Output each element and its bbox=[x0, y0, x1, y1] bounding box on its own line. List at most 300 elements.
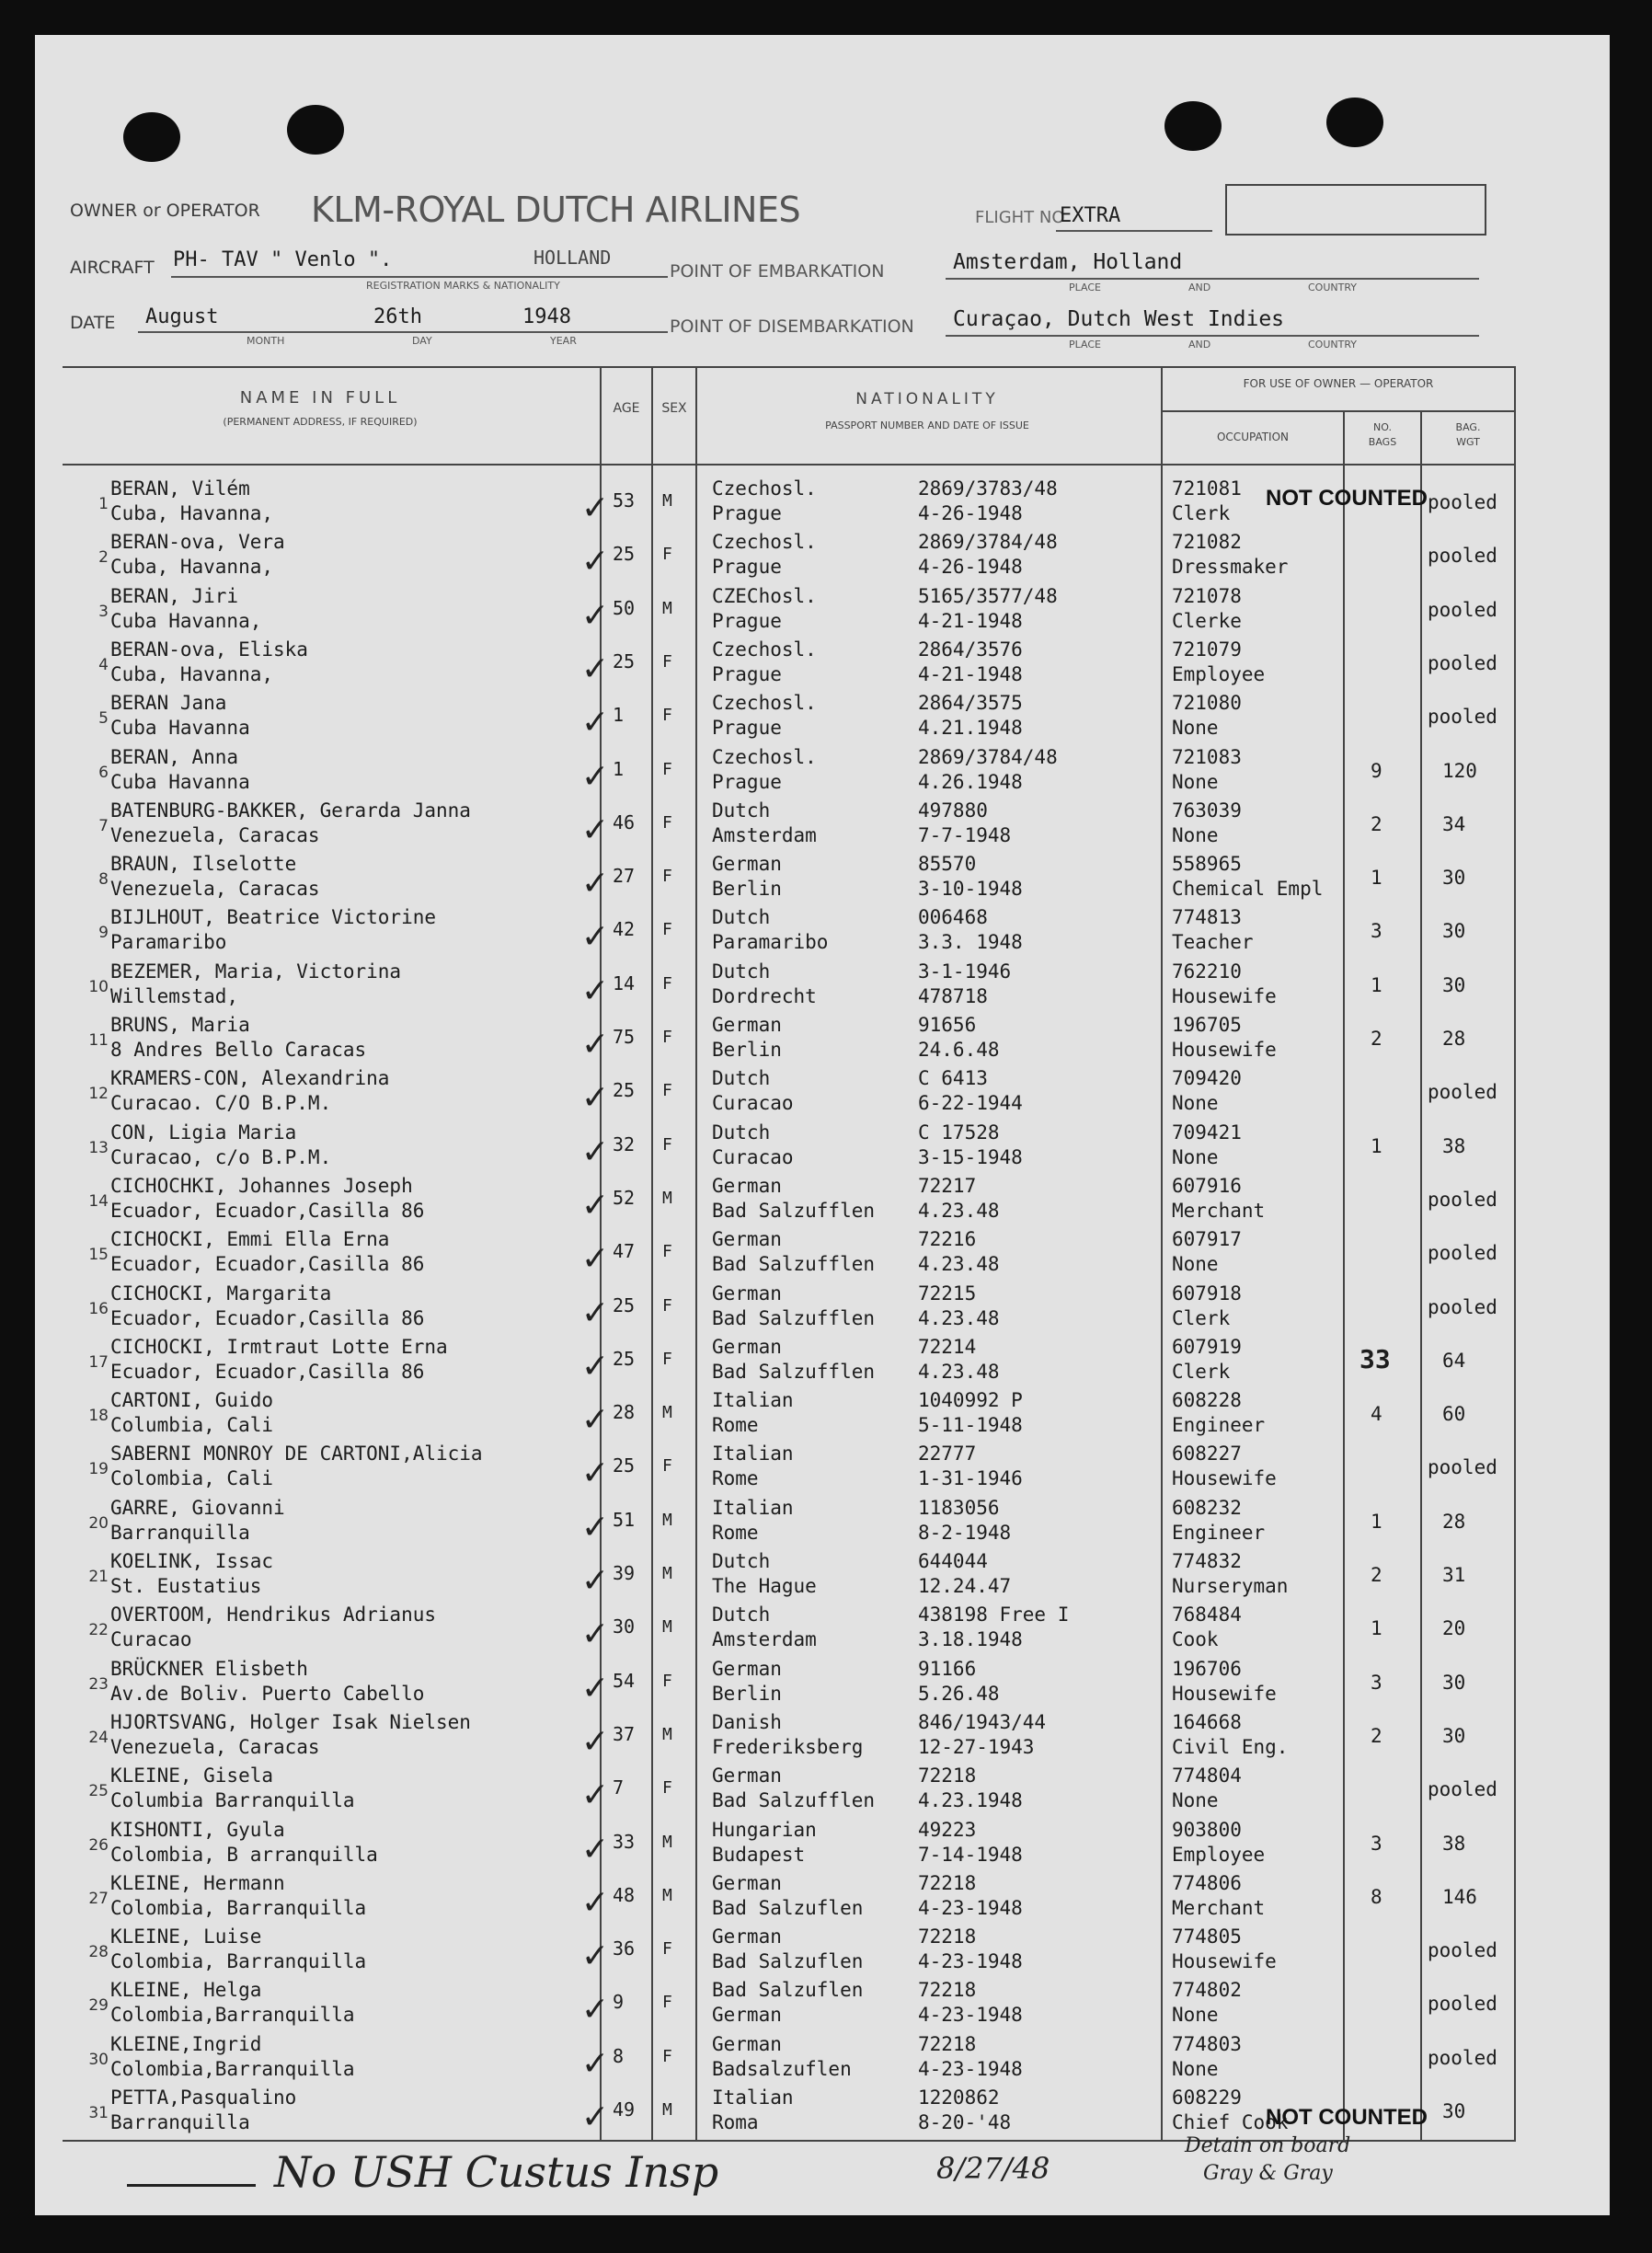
passport-number: 438198 Free I bbox=[918, 1604, 1070, 1627]
embark-country-caption: COUNTRY bbox=[1308, 282, 1357, 293]
passport-place: Berlin bbox=[712, 1682, 782, 1705]
day-caption: DAY bbox=[412, 335, 432, 347]
disembark-country-caption: COUNTRY bbox=[1308, 339, 1357, 351]
passenger-sex: F bbox=[662, 2046, 672, 2066]
passport-number: 2869/3784/48 bbox=[918, 531, 1058, 554]
passenger-name: KISHONTI, Gyula bbox=[110, 1818, 285, 1841]
passenger-age: 46 bbox=[613, 810, 636, 833]
table-row bbox=[35, 1228, 1610, 1284]
passenger-age: 25 bbox=[613, 1293, 636, 1316]
ticket-number: 774804 bbox=[1172, 1764, 1242, 1787]
passenger-sex: M bbox=[662, 2100, 672, 2120]
passport-place: Prague bbox=[712, 662, 782, 685]
passenger-name: CICHOCHKI, Johannes Joseph bbox=[110, 1174, 413, 1197]
ticket-number: 607916 bbox=[1172, 1174, 1242, 1197]
check-mark-icon: ✓ bbox=[581, 649, 610, 688]
table-row bbox=[35, 1389, 1610, 1445]
check-mark-icon: ✓ bbox=[581, 1293, 610, 1332]
ticket-number: 196706 bbox=[1172, 1657, 1242, 1680]
bag-count: 1 bbox=[1371, 1617, 1382, 1640]
table-row bbox=[35, 2032, 1610, 2089]
row-number: 7 bbox=[98, 816, 109, 835]
passenger-address: Curacao, c/o B.P.M. bbox=[110, 1145, 332, 1168]
passenger-age: 9 bbox=[613, 1991, 625, 2014]
passport-number: 006468 bbox=[918, 906, 988, 929]
passport-place: Bad Salzufflen bbox=[712, 1360, 876, 1383]
passenger-nationality: Dutch bbox=[712, 799, 771, 822]
passport-date: 12-27-1943 bbox=[918, 1735, 1035, 1758]
passenger-nationality: Dutch bbox=[712, 1121, 771, 1144]
passport-place: Bad Salzuflen bbox=[712, 1950, 864, 1973]
table-row bbox=[35, 1014, 1610, 1070]
detain-note-2: Gray & Gray bbox=[1203, 2162, 1333, 2185]
passenger-age: 36 bbox=[613, 1937, 636, 1960]
passenger-address: Colombia,Barranquilla bbox=[110, 2057, 355, 2080]
signature-underline bbox=[127, 2184, 256, 2187]
passport-place: Prague bbox=[712, 609, 782, 632]
passenger-address: 8 Andres Bello Caracas bbox=[110, 1039, 367, 1061]
passenger-address: Colombia,Barranquilla bbox=[110, 2004, 355, 2027]
passport-place: The Hague bbox=[712, 1575, 817, 1597]
passenger-sex: M bbox=[662, 1564, 672, 1583]
bag-weight: 31 bbox=[1442, 1564, 1466, 1586]
ticket-number: 721081 bbox=[1172, 477, 1242, 500]
table-row bbox=[35, 960, 1610, 1017]
passenger-age: 25 bbox=[613, 543, 636, 566]
passenger-occupation: None bbox=[1172, 770, 1219, 793]
punch-hole-2 bbox=[287, 105, 344, 155]
ticket-number: 608229 bbox=[1172, 2086, 1242, 2109]
check-mark-icon: ✓ bbox=[581, 1937, 610, 1976]
disembark-label: POINT OF DISEMBARKATION bbox=[670, 316, 914, 337]
passenger-name: BRAUN, Ilselotte bbox=[110, 853, 297, 876]
passenger-occupation: Clerk bbox=[1172, 1306, 1231, 1329]
bag-count: 8 bbox=[1371, 1885, 1382, 1908]
passport-number: 72214 bbox=[918, 1335, 977, 1358]
check-mark-icon: ✓ bbox=[581, 1722, 610, 1761]
check-mark-icon: ✓ bbox=[581, 918, 610, 957]
passenger-address: Cuba Havanna bbox=[110, 717, 250, 740]
manifest-page bbox=[35, 35, 1610, 2215]
passport-place: Bad Salzufflen bbox=[712, 1306, 876, 1329]
row-number: 22 bbox=[88, 1621, 109, 1640]
punch-hole-4 bbox=[1326, 98, 1383, 147]
passenger-nationality: CZEChosl. bbox=[712, 584, 817, 607]
passport-place: Bad Salzufflen bbox=[712, 1789, 876, 1812]
passport-place: Prague bbox=[712, 556, 782, 579]
passenger-sex: M bbox=[662, 1724, 672, 1744]
passenger-nationality: Italian bbox=[712, 2086, 794, 2109]
passport-number: 72218 bbox=[918, 2032, 977, 2055]
passenger-age: 48 bbox=[613, 1883, 636, 1906]
row-number: 5 bbox=[98, 709, 109, 729]
passport-place: Rome bbox=[712, 1521, 759, 1544]
passport-date: 4-23-1948 bbox=[918, 2004, 1023, 2027]
passport-date: 4.23.48 bbox=[918, 1253, 1000, 1276]
passenger-occupation: Merchant bbox=[1172, 1199, 1266, 1222]
passenger-address: Willemstad, bbox=[110, 984, 239, 1007]
table-row bbox=[35, 1606, 1610, 1660]
passport-number: 72218 bbox=[918, 1979, 977, 2002]
table-row bbox=[35, 1979, 1610, 2035]
row-number: 25 bbox=[88, 1782, 109, 1801]
table-row bbox=[35, 799, 1610, 856]
punch-hole-3 bbox=[1164, 101, 1222, 151]
ticket-number: 762210 bbox=[1172, 960, 1242, 983]
passenger-address: Colombia, Barranquilla bbox=[110, 1896, 367, 1919]
passenger-sex: F bbox=[662, 545, 672, 565]
passenger-nationality: German bbox=[712, 2032, 782, 2055]
passenger-nationality: German bbox=[712, 853, 782, 876]
punch-hole-1 bbox=[123, 112, 180, 162]
passenger-occupation: Chemical Empl bbox=[1172, 878, 1324, 901]
ticket-number: 721079 bbox=[1172, 638, 1242, 661]
passenger-sex: F bbox=[662, 1028, 672, 1047]
passenger-nationality: Czechosl. bbox=[712, 477, 817, 500]
passenger-address: Venezuela, Caracas bbox=[110, 878, 320, 901]
passenger-occupation: Civil Eng. bbox=[1172, 1735, 1289, 1758]
ticket-number: 774803 bbox=[1172, 2032, 1242, 2055]
passenger-age: 7 bbox=[613, 1776, 625, 1799]
customs-signature: No USH Custus Insp bbox=[274, 2147, 719, 2197]
check-mark-icon: ✓ bbox=[581, 757, 610, 796]
passenger-sex: M bbox=[662, 491, 672, 511]
flight-underline bbox=[1056, 230, 1212, 232]
passenger-occupation: None bbox=[1172, 1092, 1219, 1115]
passenger-name: KLEINE,Ingrid bbox=[110, 2032, 262, 2055]
check-mark-icon: ✓ bbox=[581, 543, 610, 581]
check-mark-icon: ✓ bbox=[581, 1186, 610, 1224]
aircraft-underline bbox=[171, 276, 668, 278]
ticket-number: 721080 bbox=[1172, 692, 1242, 715]
date-label: DATE bbox=[70, 313, 116, 333]
row-number: 8 bbox=[98, 870, 109, 890]
passport-number: 2864/3575 bbox=[918, 692, 1023, 715]
ticket-number: 774813 bbox=[1172, 906, 1242, 929]
aircraft-label: AIRCRAFT bbox=[70, 258, 155, 278]
ticket-number: 607917 bbox=[1172, 1228, 1242, 1251]
ticket-number: 709421 bbox=[1172, 1121, 1242, 1144]
passenger-nationality: Dutch bbox=[712, 960, 771, 983]
passenger-occupation: Housewife bbox=[1172, 1950, 1277, 1973]
col-header-occupation: OCCUPATION bbox=[1216, 431, 1290, 443]
passport-date: 1-31-1946 bbox=[918, 1467, 1023, 1490]
bag-weight: pooled bbox=[1428, 2046, 1497, 2069]
row-number: 13 bbox=[88, 1138, 109, 1157]
passport-date: 7-14-1948 bbox=[918, 1843, 1023, 1866]
bag-weight: pooled bbox=[1428, 598, 1497, 621]
passport-date: 4-23-1948 bbox=[918, 2057, 1023, 2080]
passport-date: 3.3. 1948 bbox=[918, 931, 1023, 954]
passport-number: 72218 bbox=[918, 1925, 977, 1948]
passport-date: 3.18.1948 bbox=[918, 1628, 1023, 1651]
passport-place: Frederiksberg bbox=[712, 1735, 864, 1758]
passenger-age: 53 bbox=[613, 489, 636, 512]
passport-place: Budapest bbox=[712, 1843, 806, 1866]
passenger-name: BIJLHOUT, Beatrice Victorine bbox=[110, 906, 437, 929]
check-mark-icon: ✓ bbox=[581, 1615, 610, 1654]
bag-count: 3 bbox=[1371, 1671, 1382, 1694]
bag-weight: 30 bbox=[1442, 1724, 1466, 1747]
passenger-name: BERAN-ova, Vera bbox=[110, 531, 285, 554]
passenger-sex: F bbox=[662, 1134, 672, 1155]
check-mark-icon: ✓ bbox=[581, 1240, 610, 1279]
passenger-nationality: Dutch bbox=[712, 1550, 771, 1572]
bag-weight: 28 bbox=[1442, 1510, 1466, 1533]
passenger-age: 25 bbox=[613, 1454, 636, 1477]
passport-place: Bad Salzuflen bbox=[712, 1896, 864, 1919]
not-counted-stamp-1: NOT COUNTED bbox=[1266, 486, 1428, 511]
col-header-bags-no: NO. bbox=[1373, 421, 1392, 433]
passenger-age: 1 bbox=[613, 704, 625, 727]
passport-number: 644044 bbox=[918, 1550, 988, 1572]
passenger-address: Colombia, B arranquilla bbox=[110, 1843, 378, 1866]
table-row bbox=[35, 531, 1610, 587]
passenger-occupation: Clerk bbox=[1172, 502, 1231, 524]
passenger-occupation: None bbox=[1172, 2004, 1219, 2027]
passenger-name: BRUNS, Maria bbox=[110, 1014, 250, 1036]
passenger-sex: M bbox=[662, 1510, 672, 1530]
bag-weight: pooled bbox=[1428, 1242, 1497, 1265]
row-number: 20 bbox=[88, 1513, 109, 1533]
passport-place: Badsalzuflen bbox=[712, 2057, 852, 2080]
passenger-age: 50 bbox=[613, 596, 636, 619]
ticket-number: 608228 bbox=[1172, 1389, 1242, 1412]
ticket-number: 721082 bbox=[1172, 531, 1242, 554]
passenger-nationality: German bbox=[712, 1228, 782, 1251]
table-row bbox=[35, 1818, 1610, 1875]
bag-weight: pooled bbox=[1428, 1081, 1497, 1104]
passenger-age: 32 bbox=[613, 1132, 636, 1155]
passenger-age: 25 bbox=[613, 649, 636, 672]
table-row bbox=[35, 853, 1610, 909]
month-caption: MONTH bbox=[247, 335, 285, 347]
table-row bbox=[35, 638, 1610, 695]
passenger-age: 25 bbox=[613, 1079, 636, 1102]
passport-date: 4-21-1948 bbox=[918, 662, 1023, 685]
bag-weight: pooled bbox=[1428, 1778, 1497, 1801]
passenger-occupation: Housewife bbox=[1172, 1039, 1277, 1061]
passenger-address: Ecuador, Ecuador,Casilla 86 bbox=[110, 1360, 425, 1383]
passenger-age: 51 bbox=[613, 1508, 636, 1531]
passenger-nationality: Danish bbox=[712, 1710, 782, 1733]
passenger-name: CICHOCKI, Margarita bbox=[110, 1282, 332, 1305]
passenger-sex: M bbox=[662, 1885, 672, 1905]
disembark-place-caption: PLACE bbox=[1069, 339, 1101, 351]
ticket-number: 196705 bbox=[1172, 1014, 1242, 1036]
ticket-number: 774806 bbox=[1172, 1871, 1242, 1894]
passport-date: 4-26-1948 bbox=[918, 502, 1023, 524]
row-number: 30 bbox=[88, 2050, 109, 2069]
table-row bbox=[35, 584, 1610, 641]
passport-date: 4.23.48 bbox=[918, 1360, 1000, 1383]
passenger-age: 42 bbox=[613, 918, 636, 941]
col-header-bag-wgt2: WGT bbox=[1456, 436, 1480, 448]
passport-date: 4.21.1948 bbox=[918, 717, 1023, 740]
passenger-address: Av.de Boliv. Puerto Cabello bbox=[110, 1682, 425, 1705]
passenger-sex: M bbox=[662, 598, 672, 618]
passenger-occupation: Housewife bbox=[1172, 984, 1277, 1007]
passenger-sex: F bbox=[662, 1456, 672, 1477]
passenger-nationality: Hungarian bbox=[712, 1818, 817, 1841]
passenger-address: Ecuador, Ecuador,Casilla 86 bbox=[110, 1199, 425, 1222]
passport-date: 4.23.48 bbox=[918, 1306, 1000, 1329]
table-header-rule bbox=[63, 464, 1516, 466]
col-header-sex: SEX bbox=[661, 401, 687, 416]
table-row bbox=[35, 1925, 1610, 1982]
passenger-nationality: Italian bbox=[712, 1443, 794, 1466]
bag-weight: pooled bbox=[1428, 491, 1497, 513]
table-row bbox=[35, 1282, 1610, 1339]
passenger-age: 27 bbox=[613, 865, 636, 888]
passenger-address: Colombia, Cali bbox=[110, 1467, 274, 1490]
passport-number: 5165/3577/48 bbox=[918, 584, 1058, 607]
flight-value: EXTRA bbox=[1060, 204, 1121, 227]
passenger-occupation: None bbox=[1172, 823, 1219, 846]
passport-number: 1183056 bbox=[918, 1496, 1000, 1519]
table-row bbox=[35, 1445, 1610, 1499]
row-number: 4 bbox=[98, 655, 109, 674]
bag-weight: 64 bbox=[1442, 1349, 1466, 1372]
table-row bbox=[35, 692, 1610, 748]
row-number: 10 bbox=[88, 977, 109, 996]
passenger-nationality: Dutch bbox=[712, 1604, 771, 1627]
bag-weight: 146 bbox=[1442, 1885, 1477, 1908]
bag-weight: 30 bbox=[1442, 867, 1466, 890]
passport-number: 85570 bbox=[918, 853, 977, 876]
passenger-age: 54 bbox=[613, 1669, 636, 1692]
passenger-address: Venezuela, Caracas bbox=[110, 823, 320, 846]
ticket-number: 903800 bbox=[1172, 1818, 1242, 1841]
col-header-owner-use: FOR USE OF OWNER — OPERATOR bbox=[1243, 377, 1434, 390]
check-mark-icon: ✓ bbox=[581, 1991, 610, 2029]
bag-weight: pooled bbox=[1428, 706, 1497, 729]
bag-weight: pooled bbox=[1428, 1188, 1497, 1211]
not-counted-stamp-2: NOT COUNTED bbox=[1266, 2105, 1428, 2130]
passenger-occupation: None bbox=[1172, 2057, 1219, 2080]
passenger-age: 52 bbox=[613, 1186, 636, 1209]
passenger-nationality: German bbox=[712, 1335, 782, 1358]
table-row bbox=[35, 1067, 1610, 1123]
passenger-name: KLEINE, Hermann bbox=[110, 1871, 285, 1894]
passport-place: Prague bbox=[712, 770, 782, 793]
col-header-name: NAME IN FULL bbox=[239, 388, 401, 408]
passenger-occupation: None bbox=[1172, 717, 1219, 740]
bag-count: 2 bbox=[1371, 1724, 1382, 1747]
bag-weight: pooled bbox=[1428, 651, 1497, 674]
check-mark-icon: ✓ bbox=[581, 810, 610, 849]
check-mark-icon: ✓ bbox=[581, 1454, 610, 1493]
passenger-age: 75 bbox=[613, 1026, 636, 1048]
passenger-nationality: Czechosl. bbox=[712, 531, 817, 554]
passport-number: 91166 bbox=[918, 1657, 977, 1680]
passport-date: 8-20-'48 bbox=[918, 2111, 1012, 2133]
embark-label: POINT OF EMBARKATION bbox=[670, 261, 885, 282]
bag-weight: 28 bbox=[1442, 1028, 1466, 1050]
passenger-sex: M bbox=[662, 1617, 672, 1638]
passenger-nationality: Czechosl. bbox=[712, 638, 817, 661]
passport-date: 4-21-1948 bbox=[918, 609, 1023, 632]
passenger-nationality: Bad Salzuflen bbox=[712, 1979, 864, 2002]
passenger-sex: F bbox=[662, 651, 672, 672]
row-number: 27 bbox=[88, 1889, 109, 1908]
passport-place: Amsterdam bbox=[712, 1628, 817, 1651]
row-number: 18 bbox=[88, 1407, 109, 1426]
passenger-name: BERAN Jana bbox=[110, 692, 227, 715]
passenger-name: GARRE, Giovanni bbox=[110, 1496, 285, 1519]
passenger-occupation: Engineer bbox=[1172, 1414, 1266, 1437]
bag-weight: 20 bbox=[1442, 1617, 1466, 1640]
passport-number: 72218 bbox=[918, 1764, 977, 1787]
row-number: 24 bbox=[88, 1728, 109, 1747]
check-mark-icon: ✓ bbox=[581, 1508, 610, 1546]
passenger-occupation: None bbox=[1172, 1253, 1219, 1276]
check-mark-icon: ✓ bbox=[581, 596, 610, 635]
passenger-address: Ecuador, Ecuador,Casilla 86 bbox=[110, 1253, 425, 1276]
passenger-sex: F bbox=[662, 1349, 672, 1369]
check-mark-icon: ✓ bbox=[581, 489, 610, 527]
passenger-name: BEZEMER, Maria, Victorina bbox=[110, 960, 402, 983]
bag-count: 3 bbox=[1371, 1832, 1382, 1855]
bag-weight: 60 bbox=[1442, 1403, 1466, 1426]
passport-date: 4.23.1948 bbox=[918, 1789, 1023, 1812]
col-header-bags-no2: BAGS bbox=[1368, 436, 1397, 448]
passport-number: 1040992 P bbox=[918, 1389, 1023, 1412]
passenger-nationality: German bbox=[712, 1925, 782, 1948]
check-mark-icon: ✓ bbox=[581, 2044, 610, 2083]
col-header-nationality-sub: PASSPORT NUMBER AND DATE OF ISSUE bbox=[825, 420, 1029, 431]
passport-date: 3-10-1948 bbox=[918, 878, 1023, 901]
passport-place: Prague bbox=[712, 717, 782, 740]
check-mark-icon: ✓ bbox=[581, 1132, 610, 1171]
passenger-sex: F bbox=[662, 1242, 672, 1262]
passenger-name: KOELINK, Issac bbox=[110, 1550, 274, 1572]
year-caption: YEAR bbox=[550, 335, 577, 347]
bag-count: 3 bbox=[1371, 920, 1382, 943]
ticket-number: 558965 bbox=[1172, 853, 1242, 876]
bag-weight: pooled bbox=[1428, 1939, 1497, 1962]
passport-place: Roma bbox=[712, 2111, 759, 2133]
check-mark-icon: ✓ bbox=[581, 2098, 610, 2136]
bag-weight: 30 bbox=[1442, 2100, 1466, 2122]
passenger-address: Columbia, Cali bbox=[110, 1414, 274, 1437]
embark-value: Amsterdam, Holland bbox=[953, 250, 1183, 274]
passenger-age: 47 bbox=[613, 1240, 636, 1263]
table-row bbox=[35, 1871, 1610, 1928]
passenger-address: Columbia Barranquilla bbox=[110, 1789, 355, 1812]
passenger-age: 1 bbox=[613, 757, 625, 780]
bag-count: 33 bbox=[1359, 1343, 1391, 1374]
passport-number: 91656 bbox=[918, 1014, 977, 1036]
table-row bbox=[35, 1550, 1610, 1606]
passport-number: 72215 bbox=[918, 1282, 977, 1305]
passport-number: C 17528 bbox=[918, 1121, 1000, 1144]
passenger-sex: F bbox=[662, 706, 672, 726]
check-mark-icon: ✓ bbox=[581, 865, 610, 903]
passenger-age: 33 bbox=[613, 1830, 636, 1853]
ticket-number: 608227 bbox=[1172, 1443, 1242, 1466]
passport-date: 4-23-1948 bbox=[918, 1950, 1023, 1973]
row-number: 3 bbox=[98, 602, 109, 621]
passenger-address: Barranquilla bbox=[110, 2111, 250, 2133]
passenger-age: 49 bbox=[613, 2098, 636, 2121]
passenger-name: BERAN-ova, Eliska bbox=[110, 638, 308, 661]
check-mark-icon: ✓ bbox=[581, 1562, 610, 1600]
row-number: 31 bbox=[88, 2104, 109, 2122]
check-mark-icon: ✓ bbox=[581, 1830, 610, 1868]
table-row bbox=[35, 1710, 1610, 1767]
passenger-name: CON, Ligia Maria bbox=[110, 1121, 297, 1144]
